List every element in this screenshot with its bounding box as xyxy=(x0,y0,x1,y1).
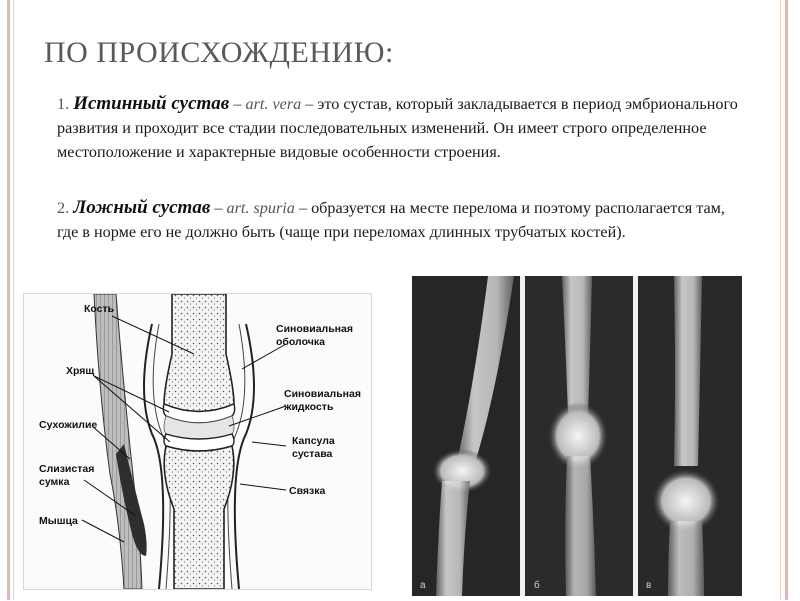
dash: – xyxy=(214,199,223,217)
slide-title: ПО ПРОИСХОЖДЕНИЮ: xyxy=(44,36,394,69)
xray-panel-b xyxy=(525,276,633,596)
latin-term: art. spuria xyxy=(226,199,295,217)
label-ligament: Связка xyxy=(289,485,326,497)
term-true-joint: Истинный сустав xyxy=(73,93,230,114)
label-capsule-2: сустава xyxy=(292,448,333,460)
panel-label-b: б xyxy=(534,580,540,591)
panel-label-c: в xyxy=(646,580,652,591)
frame-decoration-right-inner xyxy=(780,0,781,600)
label-synovial-fluid-1: Синовиальная xyxy=(284,388,361,400)
label-synovial-fluid-2: жидкость xyxy=(284,401,334,413)
xray-svg xyxy=(412,276,742,596)
xray-images xyxy=(412,276,742,596)
muscle-shape xyxy=(94,294,142,589)
label-bursa-2: сумка xyxy=(39,476,70,488)
label-tendon: Сухожилие xyxy=(39,419,98,431)
label-synovial-membrane-1: Синовиальная xyxy=(276,323,353,335)
definition-true-joint xyxy=(57,92,747,164)
label-muscle: Мышца xyxy=(39,515,78,527)
frame-decoration-left xyxy=(7,0,10,600)
label-capsule-1: Капсула xyxy=(292,435,335,447)
latin-term: art. vera xyxy=(245,95,302,113)
label-bone: Кость xyxy=(84,303,115,315)
frame-decoration-left-inner xyxy=(13,0,14,600)
item-number: 1. xyxy=(57,95,70,113)
frame-decoration-right xyxy=(785,0,788,600)
definition-text: образуется на месте перелома и поэтому располагается там, где в норме его не должно быть (чаще при переломах длинных трубчатых костей). xyxy=(57,199,725,241)
term-false-joint: Ложный сустав xyxy=(73,197,211,218)
joint-diagram-svg xyxy=(24,294,371,589)
definition-false-joint xyxy=(57,196,747,244)
definition-text: это сустав, который закладывается в период эмбрионального развития и проходит все стадии последовательных изменений. Он имеет строго определенное местоположение и характерные видовые особенности строения. xyxy=(57,95,738,161)
label-bursa-1: Слизистая xyxy=(39,463,95,475)
panel-label-a: а xyxy=(420,580,426,591)
label-synovial-membrane-2: оболочка xyxy=(276,336,325,348)
label-cartilage: Хрящ xyxy=(66,365,95,377)
lower-bone xyxy=(164,446,234,589)
xray-panel-a xyxy=(412,276,520,596)
xray-panel-c xyxy=(638,276,742,596)
dash: – xyxy=(305,95,314,113)
item-number: 2. xyxy=(57,199,70,217)
dash: – xyxy=(298,199,308,217)
joint-structure-diagram xyxy=(23,293,372,590)
upper-bone xyxy=(164,294,234,412)
dash: – xyxy=(233,95,242,113)
